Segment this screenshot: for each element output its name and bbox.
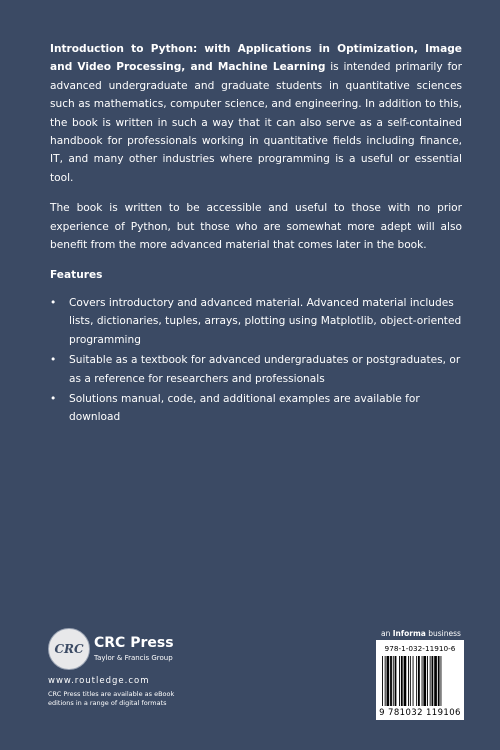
bullet-icon: • [50,392,57,405]
feature-text: Solutions manual, code, and additional examples are available for download [69,392,420,424]
intro-paragraph [50,40,462,187]
bullet-icon: • [50,354,57,367]
informa-business [381,629,461,638]
bullet-icon: • [50,296,57,309]
informa-brand: Informa [392,629,426,638]
isbn-digits: 9 781032 119106 [379,708,461,718]
informa-suffix: business [425,629,461,638]
second-paragraph: The book is written to be accessible and useful to those with no prior experience of Python, but those who are somewhat more adept will also benefit from the more advanced material that comes later in the book. [50,202,462,252]
features-heading: Features [50,269,103,282]
feature-text: Covers introductory and advanced material. Advanced material includes lists, dictionaries, tuples, arrays, plotting using Matplotlib, object-oriented programming [69,296,462,346]
publisher-group: Taylor & Francis Group [94,654,173,662]
description [50,40,462,429]
informa-prefix: an [381,629,393,638]
feature-text: Suitable as a textbook for advanced undergraduates or postgraduates, or as a reference for researchers and professionals [69,354,461,385]
feature-item [50,294,462,349]
book-title: Introduction to Python: with Applications in Optimization, Image and Video Processing, and Machine Learning [50,43,462,74]
crc-logo-icon: CRC [48,628,90,670]
feature-item [50,351,462,388]
barcode [376,640,464,720]
publisher-name: CRC Press [94,635,174,651]
ebook-note: CRC Press titles are available as eBook editions in a range of digital formats [48,690,175,707]
publisher-url: www.routledge.com [48,676,150,686]
intro-text: is intended primarily for advanced undergraduate and graduate students in quantitative sciences such as mathematics, computer science, and engineering. In addition to this, the book is written in such a way that it can also serve as a self-contained handbook for professionals working in quantitative fields including finance, IT, and many other industries where programming is a useful or essential tool. [50,61,463,184]
isbn-text: 978-1-032-11910-6 [384,644,456,653]
features-list [50,294,462,427]
barcode-bars-icon [382,656,458,706]
feature-item [50,390,462,427]
